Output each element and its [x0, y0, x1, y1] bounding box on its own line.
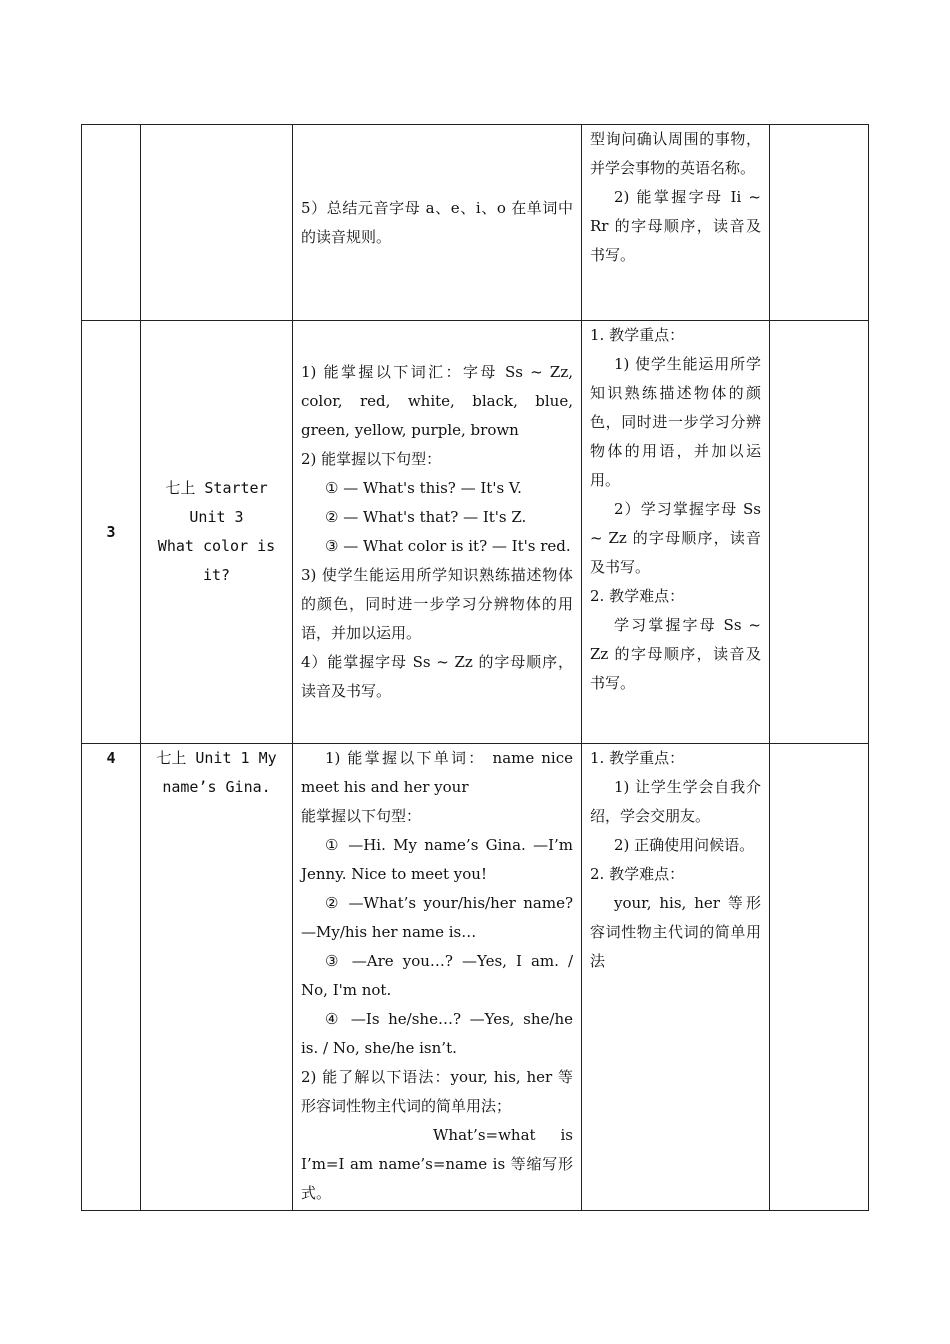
- goal-text: 2) 能掌握以下句型：: [301, 450, 442, 468]
- unit-title-cell: [141, 321, 293, 744]
- sentence-pattern: ① —Hi. My name’s Gina. —I’m Jenny. Nice to meet you!: [301, 836, 573, 883]
- focus-text: 2) 能掌握字母 Ii ~ Rr 的字母顺序，读音及书写。: [590, 188, 761, 264]
- focus-text: 型询问确认周围的事物，并学会事物的英语名称。: [590, 130, 761, 177]
- table-row: [82, 125, 869, 321]
- goal-text: What’s=what is I’m=I am name’s=name is 等缩写形式。: [301, 1126, 573, 1202]
- goal-text: 1) 能掌握以下词汇：字母 Ss ~ Zz, color, red, white, black, blue, green, yellow, purple, brown: [301, 363, 573, 439]
- goals-cell: [293, 321, 582, 744]
- sentence-pattern: ① — What's this? — It's V.: [325, 479, 522, 497]
- focus-cell: [582, 321, 770, 744]
- goal-text: 2) 能了解以下语法：your, his, her 等形容词性物主代词的简单用法；: [301, 1068, 573, 1115]
- focus-text: 2）学习掌握字母 Ss ~ Zz 的字母顺序，读音及书写。: [590, 500, 761, 576]
- unit-title-line: Unit 3: [189, 508, 244, 526]
- difficulty-heading: 2. 教学难点：: [590, 587, 685, 605]
- goal-text: 能掌握以下句型：: [301, 807, 422, 825]
- focus-cell: [582, 125, 770, 321]
- sentence-pattern: ② —What’s your/his/her name? —My/his her name is…: [301, 894, 573, 941]
- sentence-pattern: ③ —Are you…? —Yes, I am. / No, I'm not.: [301, 952, 573, 999]
- sentence-pattern: ② — What's that? — It's Z.: [325, 508, 527, 526]
- focus-heading: 1. 教学重点：: [590, 326, 685, 344]
- notes-cell: [770, 321, 869, 744]
- goal-text: 1) 能掌握以下单词： name nice meet his and her your: [301, 749, 573, 796]
- focus-text: 2) 正确使用问候语。: [614, 836, 755, 854]
- goals-cell: [293, 744, 582, 1211]
- focus-heading: 1. 教学重点：: [590, 749, 685, 767]
- unit-title-line: 七上 Starter: [165, 479, 268, 497]
- unit-title-line: 七上 Unit 1 My: [156, 749, 277, 767]
- lesson-number-cell: [82, 125, 141, 321]
- notes-cell: [770, 744, 869, 1211]
- difficulty-text: 学习掌握字母 Ss ~ Zz 的字母顺序，读音及书写。: [590, 616, 761, 692]
- table-row: [82, 744, 869, 1211]
- difficulty-heading: 2. 教学难点：: [590, 865, 685, 883]
- sentence-pattern: ③ — What color is it? — It's red.: [325, 537, 571, 555]
- unit-title-cell: [141, 125, 293, 321]
- goal-text: 3) 使学生能运用所学知识熟练描述物体的颜色，同时进一步学习分辨物体的用语，并加以运用。: [301, 566, 573, 642]
- table-row: [82, 321, 869, 744]
- focus-text: 1) 使学生能运用所学知识熟练描述物体的颜色，同时进一步学习分辨物体的用语，并加以运用。: [590, 355, 761, 489]
- unit-title-line: What color is: [157, 537, 276, 555]
- difficulty-text: your, his, her 等形容词性物主代词的简单用法: [590, 894, 761, 970]
- unit-title-line: it?: [202, 566, 231, 584]
- unit-title-cell: [141, 744, 293, 1211]
- focus-text: 1) 让学生学会自我介绍，学会交朋友。: [590, 778, 761, 825]
- unit-title-line: name’s Gina.: [162, 778, 271, 796]
- goal-text: 5）总结元音字母 a、e、i、o 在单词中的读音规则。: [301, 198, 573, 246]
- lesson-number: 3: [82, 321, 141, 744]
- lesson-plan-table: [81, 124, 869, 1211]
- sentence-pattern: ④ —Is he/she…? —Yes, she/he is. / No, she/he isn’t.: [301, 1010, 573, 1057]
- lesson-number: 4: [82, 744, 141, 1211]
- goal-text: 4）能掌握字母 Ss ~ Zz 的字母顺序，读音及书写。: [301, 653, 573, 700]
- goals-cell: [293, 125, 582, 321]
- notes-cell: [770, 125, 869, 321]
- focus-cell: [582, 744, 770, 1211]
